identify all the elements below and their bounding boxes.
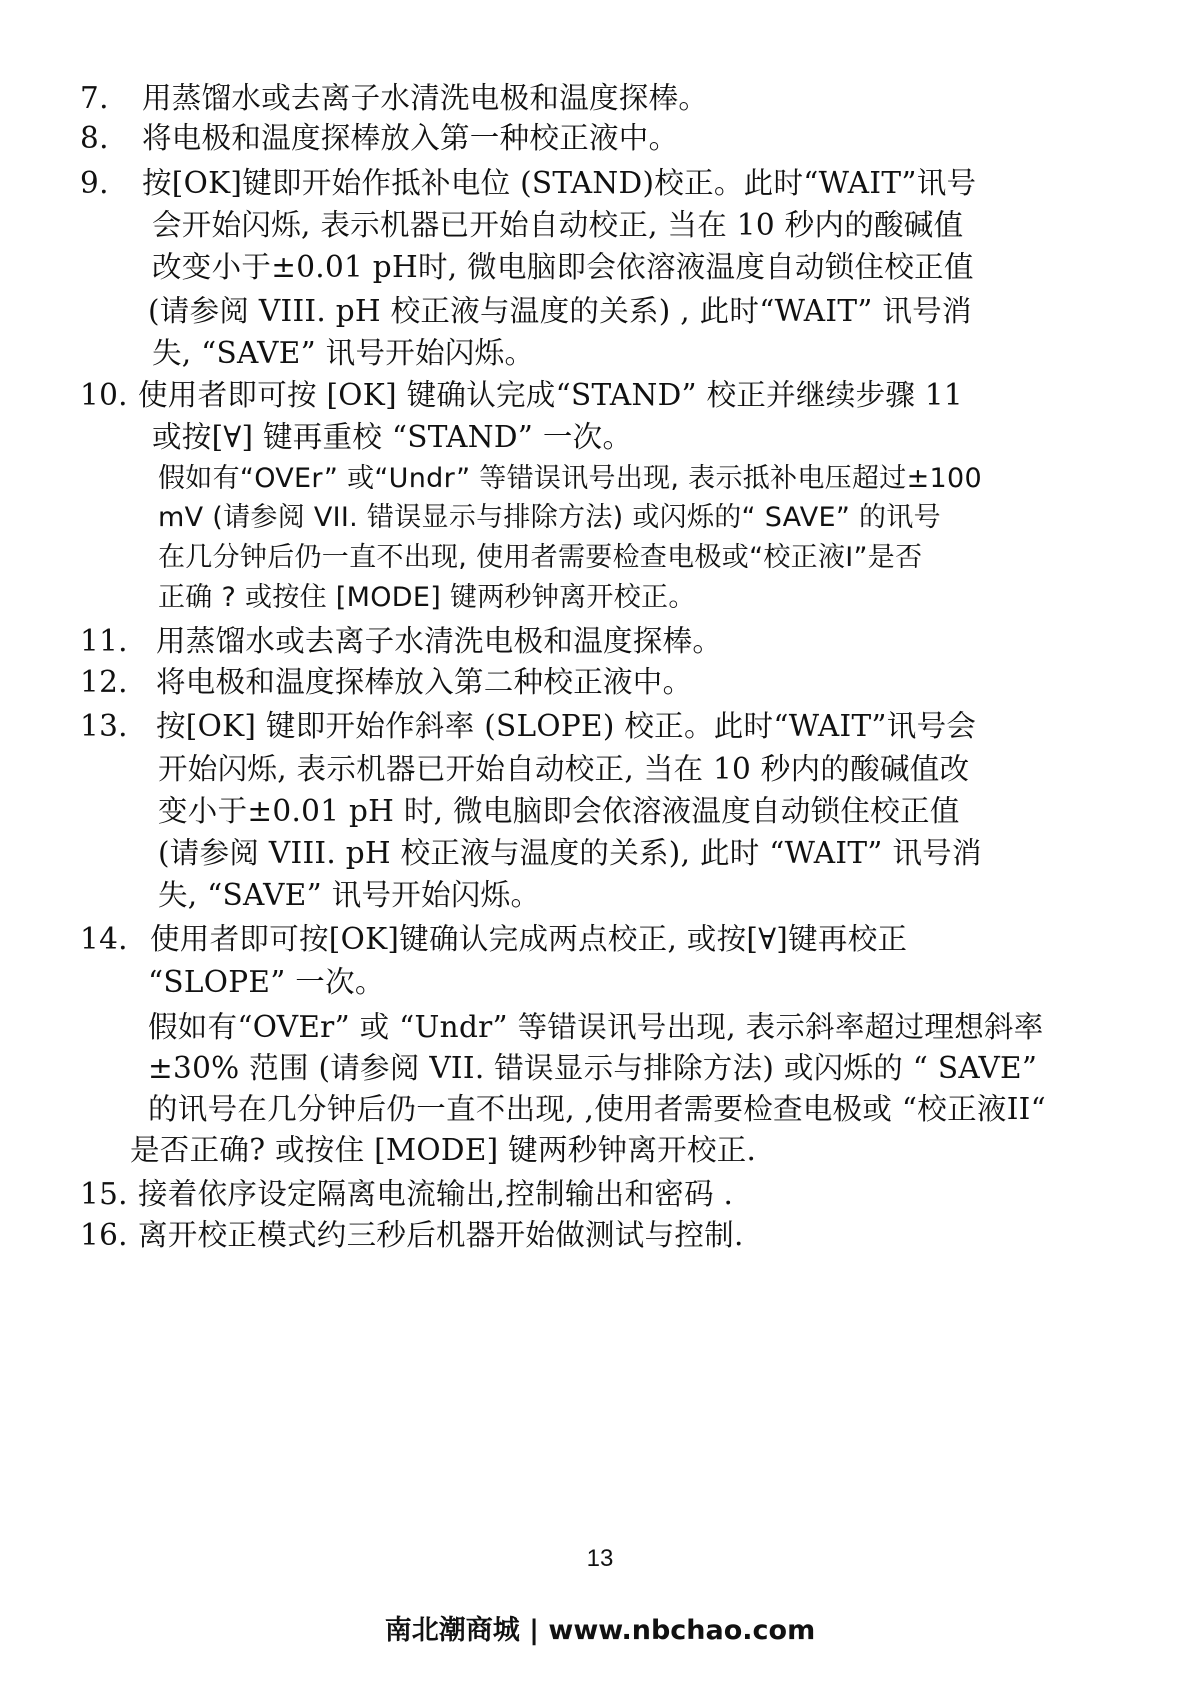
step-number: 8. — [80, 121, 109, 155]
step-number: 9. — [80, 166, 109, 200]
footer-watermark: 南北潮商城 | www.nbchao.com — [384, 1615, 816, 1646]
step-13-line-4: (请参阅 VIII. pH 校正液与温度的关系), 此时 “WAIT” 讯号消 — [158, 836, 982, 870]
step-text: 接着依序设定隔离电流输出,控制输出和密码 . — [138, 1177, 734, 1211]
step-text: 将电极和温度探棒放入第一种校正液中。 — [142, 121, 679, 155]
step-text: 离开校正模式约三秒后机器开始做测试与控制. — [138, 1218, 744, 1252]
step-14-note-4: 是否正确? 或按住 [MODE] 键两秒钟离开校正. — [130, 1133, 757, 1167]
step-number: 13. — [80, 709, 128, 743]
step-7 — [80, 79, 708, 117]
step-9-line-4: (请参阅 VIII. pH 校正液与温度的关系) , 此时“WAIT” 讯号消 — [148, 294, 972, 328]
step-13-line-2: 开始闪烁, 表示机器已开始自动校正, 当在 10 秒内的酸碱值改 — [158, 752, 970, 786]
step-10-line-2: 或按[∀] 键再重校 “STAND” 一次。 — [152, 420, 633, 454]
step-text: 用蒸馏水或去离子水清洗电极和温度探棒。 — [156, 624, 723, 658]
step-10-note-1: 假如有“OVEr” 或“Undr” 等错误讯号出现, 表示抵补电压超过±100 — [158, 463, 982, 494]
step-14 — [80, 920, 907, 958]
step-13-line-5: 失, “SAVE” 讯号开始闪烁。 — [158, 878, 541, 912]
step-10-note-3: 在几分钟后仍一直不出现, 使用者需要检查电极或“校正液I”是否 — [158, 542, 923, 573]
step-number: 11. — [80, 624, 128, 658]
step-14-note-3: 的讯号在几分钟后仍一直不出现, ,使用者需要检查电极或 “校正液II“ — [148, 1092, 1046, 1126]
step-15 — [80, 1175, 733, 1213]
step-11 — [80, 622, 722, 660]
step-12 — [80, 663, 692, 701]
step-number: 10. — [80, 378, 128, 412]
step-13 — [80, 707, 976, 745]
step-10-note-2: mV (请参阅 VII. 错误显示与排除方法) 或闪烁的“ SAVE” 的讯号 — [158, 502, 941, 533]
step-text: 使用者即可按 [OK] 键确认完成“STAND” 校正并继续步骤 11 — [138, 378, 963, 412]
step-14-line-2: “SLOPE” 一次。 — [148, 965, 385, 999]
step-8 — [80, 119, 678, 157]
step-14-note-1: 假如有“OVEr” 或 “Undr” 等错误讯号出现, 表示斜率超过理想斜率 — [148, 1010, 1044, 1044]
step-9-line-2: 会开始闪烁, 表示机器已开始自动校正, 当在 10 秒内的酸碱值 — [152, 208, 964, 242]
step-16 — [80, 1216, 744, 1254]
step-9-line-5: 失, “SAVE” 讯号开始闪烁。 — [152, 336, 535, 370]
step-text: 使用者即可按[OK]键确认完成两点校正, 或按[∀]键再校正 — [150, 922, 908, 956]
step-text: 按[OK] 键即开始作斜率 (SLOPE) 校正。此时“WAIT”讯号会 — [156, 709, 977, 743]
step-number: 16. — [80, 1218, 128, 1252]
step-number: 12. — [80, 665, 128, 699]
step-9 — [80, 164, 976, 202]
step-14-note-2: ±30% 范围 (请参阅 VII. 错误显示与排除方法) 或闪烁的 “ SAVE” — [148, 1051, 1038, 1085]
step-10 — [80, 376, 963, 414]
step-number: 15. — [80, 1177, 128, 1211]
step-number: 7. — [80, 81, 109, 115]
step-13-line-3: 变小于±0.01 pH 时, 微电脑即会依溶液温度自动锁住校正值 — [158, 794, 960, 828]
step-9-line-3: 改变小于±0.01 pH时, 微电脑即会依溶液温度自动锁住校正值 — [152, 250, 974, 284]
step-text: 按[OK]键即开始作抵补电位 (STAND)校正。此时“WAIT”讯号 — [142, 166, 977, 200]
step-text: 用蒸馏水或去离子水清洗电极和温度探棒。 — [142, 81, 709, 115]
step-10-note-4: 正确 ? 或按住 [MODE] 键两秒钟离开校正。 — [158, 582, 696, 613]
step-text: 将电极和温度探棒放入第二种校正液中。 — [156, 665, 693, 699]
page-number: 13 — [586, 1545, 614, 1572]
step-number: 14. — [80, 922, 128, 956]
